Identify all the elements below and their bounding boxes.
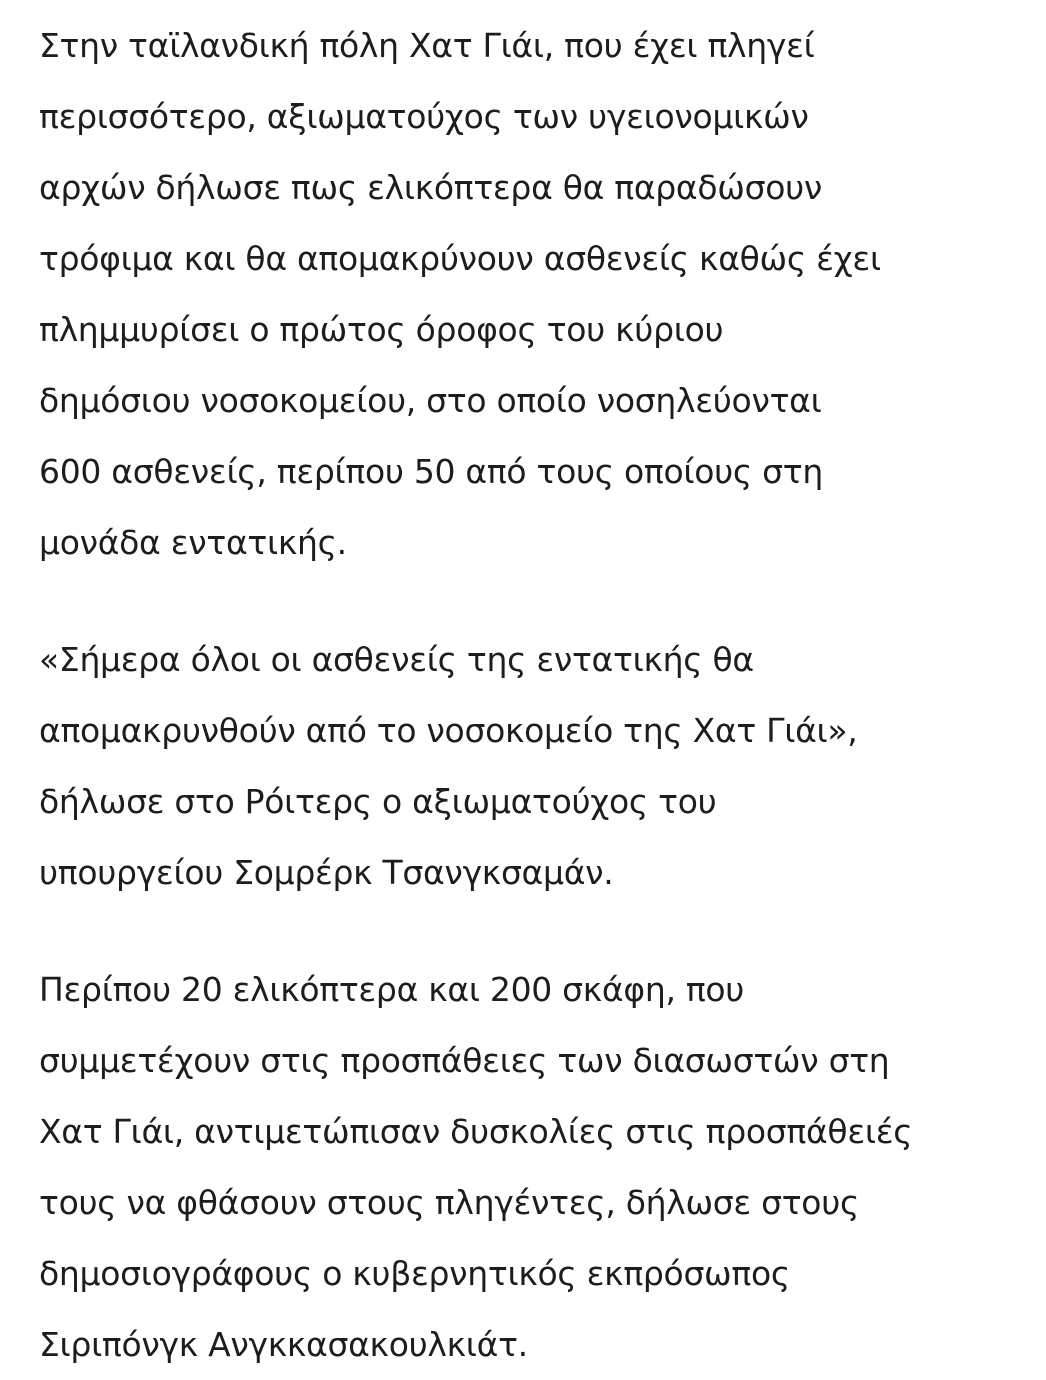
- text-line: απομακρυνθούν από το νοσοκομείο της Χατ Γιάι»,: [39, 711, 858, 750]
- text-line: πλημμυρίσει ο πρώτος όροφος του κύριου: [39, 310, 724, 349]
- text-line: Στην ταϊλανδική πόλη Χατ Γιάι, που έχει πληγεί: [39, 26, 815, 65]
- text-line: υπουργείου Σομρέρκ Τσανγκσαμάν.: [39, 853, 614, 892]
- article-body: [39, 10, 1039, 1380]
- article-paragraph: [39, 954, 1039, 1380]
- text-line: δημόσιου νοσοκομείου, στο οποίο νοσηλεύονται: [39, 381, 822, 420]
- text-line: Περίπου 20 ελικόπτερα και 200 σκάφη, που: [39, 970, 745, 1009]
- text-line: περισσότερο, αξιωματούχος των υγειονομικών: [39, 97, 809, 136]
- text-line: 600 ασθενείς, περίπου 50 από τους οποίους στη: [39, 452, 823, 491]
- text-line: τους να φθάσουν στους πληγέντες, δήλωσε στους: [39, 1183, 860, 1222]
- text-line: δημοσιογράφους ο κυβερνητικός εκπρόσωπος: [39, 1254, 790, 1293]
- article-paragraph: [39, 10, 1039, 578]
- text-line: αρχών δήλωσε πως ελικόπτερα θα παραδώσουν: [39, 168, 823, 207]
- text-line: Χατ Γιάι, αντιμετώπισαν δυσκολίες στις προσπάθειές: [39, 1112, 913, 1151]
- text-line: συμμετέχουν στις προσπάθειες των διασωστών στη: [39, 1041, 890, 1080]
- text-line: «Σήμερα όλοι οι ασθενείς της εντατικής θα: [39, 640, 754, 679]
- article-paragraph: [39, 624, 1039, 908]
- text-line: τρόφιμα και θα απομακρύνουν ασθενείς καθώς έχει: [39, 239, 881, 278]
- text-line: Σιριπόνγκ Ανγκκασακουλκιάτ.: [39, 1325, 528, 1364]
- text-line: μονάδα εντατικής.: [39, 523, 347, 562]
- text-line: δήλωσε στο Ρόιτερς ο αξιωματούχος του: [39, 782, 717, 821]
